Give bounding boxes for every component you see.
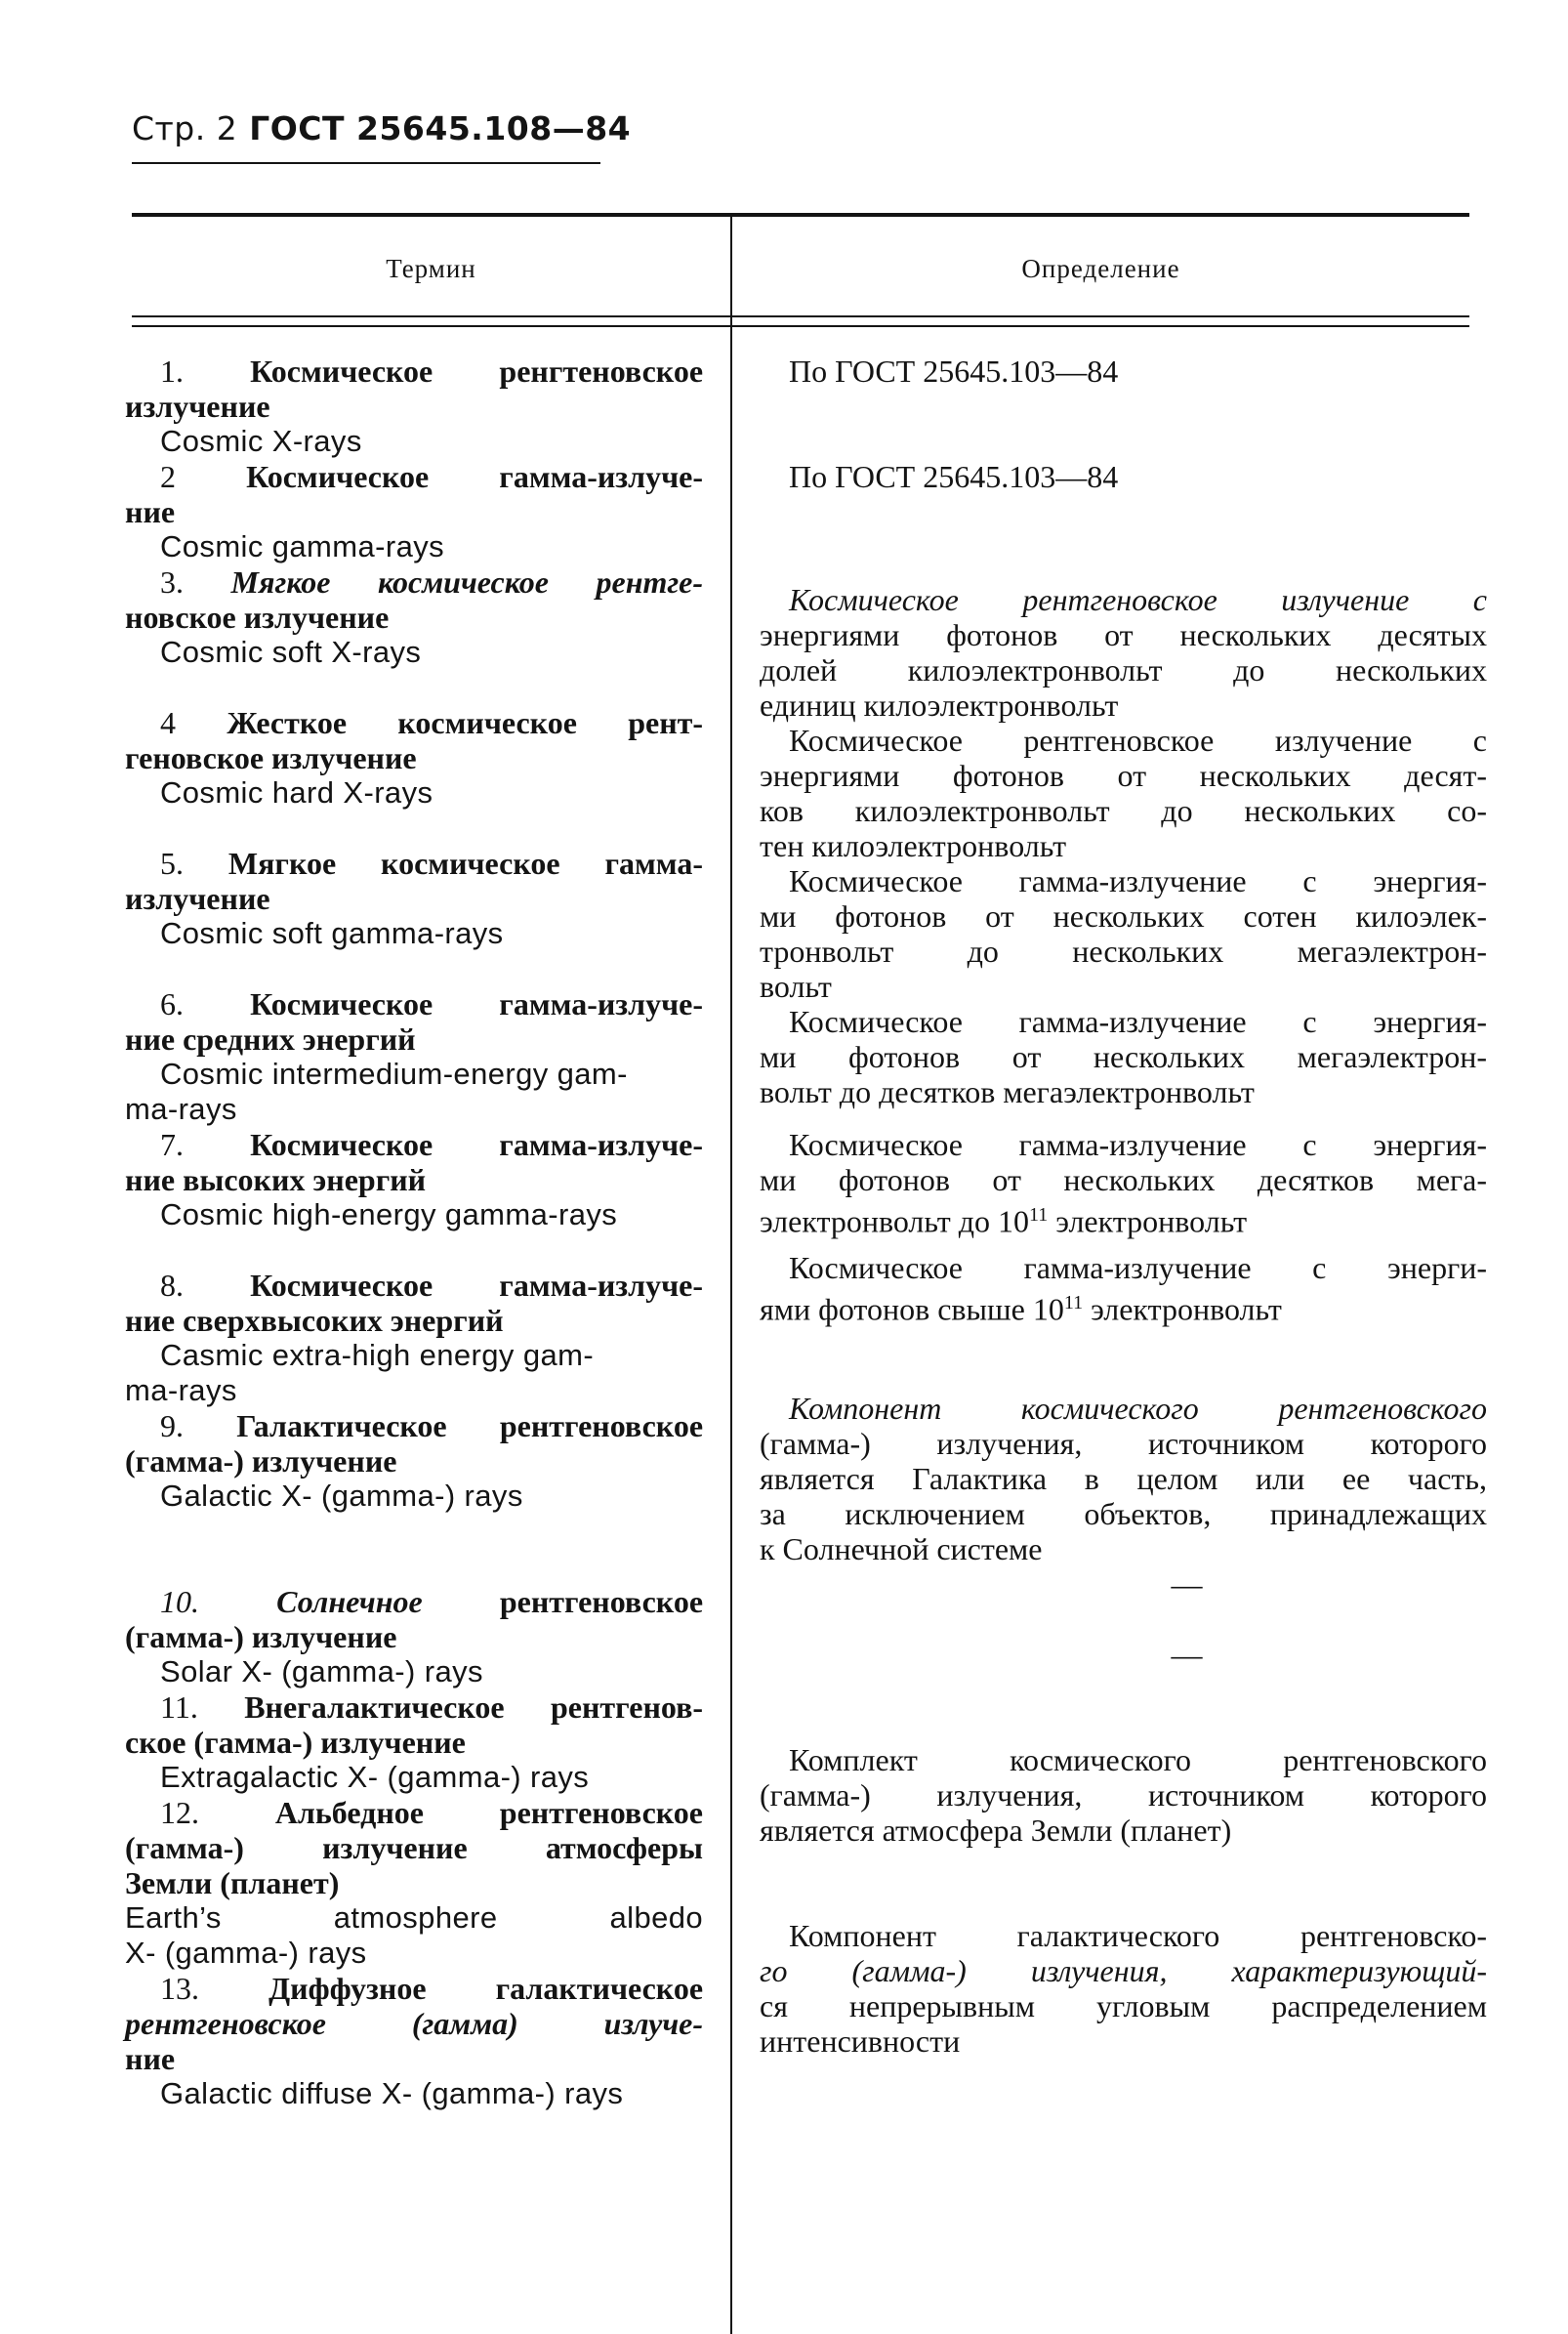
definition-5: Космическое гамма-излучение с энергия- ми фотонов от нескольких сотен килоэлек- тронвольт до нескольких мегаэлектрон- вольт [760, 863, 1487, 1004]
definition-1: По ГОСТ 25645.103—84 [789, 354, 1119, 389]
document-code: ГОСТ 25645.108—84 [249, 109, 632, 147]
page-number: Стр. 2 [132, 109, 238, 147]
term-2: 2 Космическое гамма-излуче- ние Cosmic gamma-rays [125, 459, 704, 563]
definition-6: Космическое гамма-излучение с энергия- ми фотонов от нескольких мегаэлектрон- вольт до десятков мегаэлектронвольт [760, 1004, 1487, 1109]
term-9: 9. Галактическое рентгеновское (гамма-) излучение Galactic X- (gamma-) rays [125, 1408, 704, 1513]
column-header-definition: Определение [1021, 254, 1180, 283]
term-6: 6. Космическое гамма-излуче- ние средних энергий Cosmic intermedium-energy gam- ma-rays [125, 986, 704, 1126]
definition-4: Космическое рентгеновское излучение с энергиями фотонов от нескольких десят- ков килоэлектронвольт до нескольких со- тен килоэлектронвольт [760, 723, 1487, 863]
definition-7: Космическое гамма-излучение с энергия- ми фотонов от нескольких десятков мега- электронвольт до $10^{11}$ электронвольт [760, 1127, 1487, 1239]
term-3: 3. Мягкое космическое рентге- новское излучение Cosmic soft X-rays [125, 564, 704, 669]
table-top-rule [132, 213, 1469, 217]
term-5: 5. Мягкое космическое гамма- излучение Cosmic soft gamma-rays [125, 846, 704, 950]
definition-13: Компонент галактического рентгеновско- го (гамма-) излучения, характеризующий- ся непрерывным угловым распределением интенсивности [760, 1918, 1487, 2059]
term-8: 8. Космическое гамма-излуче- ние сверхвысоких энергий Casmic extra-high energy gam- ma-rays [125, 1268, 704, 1407]
column-header-term: Термин [386, 254, 476, 283]
definition-11: — [1171, 1637, 1203, 1672]
definition-12: Комплект космического рентгеновского (гамма-) излучения, источником которого является атмосфера Земли (планет) [760, 1742, 1487, 1848]
definitions-column [760, 354, 1487, 2059]
definition-2: По ГОСТ 25645.103—84 [789, 459, 1119, 494]
terms-column [125, 354, 703, 2111]
header-bottom-rule-2 [132, 325, 1469, 327]
term-12: 12. Альбедное рентгеновское (гамма-) излучение атмосферы Земли (планет) Earth’s atmosphere albedo X- (gamma-) rays [125, 1795, 704, 1970]
column-divider [730, 217, 732, 2334]
definition-3: Космическое рентгеновское излучение с энергиями фотонов от нескольких десятых долей килоэлектронвольт до нескольких единиц килоэлектронвольт [760, 582, 1487, 723]
header-rule [132, 162, 600, 164]
definition-10: — [1171, 1566, 1203, 1602]
term-10: 10. Солнечное рентгеновское (гамма-) излучение Solar X- (gamma-) rays [125, 1584, 704, 1688]
term-13: 13. Диффузное галактическое рентгеновское (гамма) излуче- ние Galactic diffuse X- (gamma-) rays [125, 1971, 704, 2110]
definition-8: Космическое гамма-излучение с энерги- ями фотонов свыше $10^{11}$ электронвольт [760, 1250, 1487, 1327]
term-11: 11. Внегалактическое рентгенов- ское (гамма-) излучение Extragalactic X- (gamma-) rays [125, 1689, 704, 1794]
term-1: 1. Космическое ренгтеновское излучение Cosmic X-rays [125, 354, 704, 458]
header-bottom-rule-1 [132, 315, 1469, 317]
term-4: 4 Жесткое космическое рент- геновское излучение Cosmic hard X-rays [125, 705, 704, 810]
definition-9: Компонент космического рентгеновского (гамма-) излучения, источником которого является Галактика в целом или ее часть, за исключением объектов, принадлежащих к Солнечной системе [760, 1391, 1487, 1566]
page-header [132, 109, 631, 147]
term-7: 7. Космическое гамма-излуче- ние высоких энергий Cosmic high-energy gamma-rays [125, 1127, 704, 1231]
